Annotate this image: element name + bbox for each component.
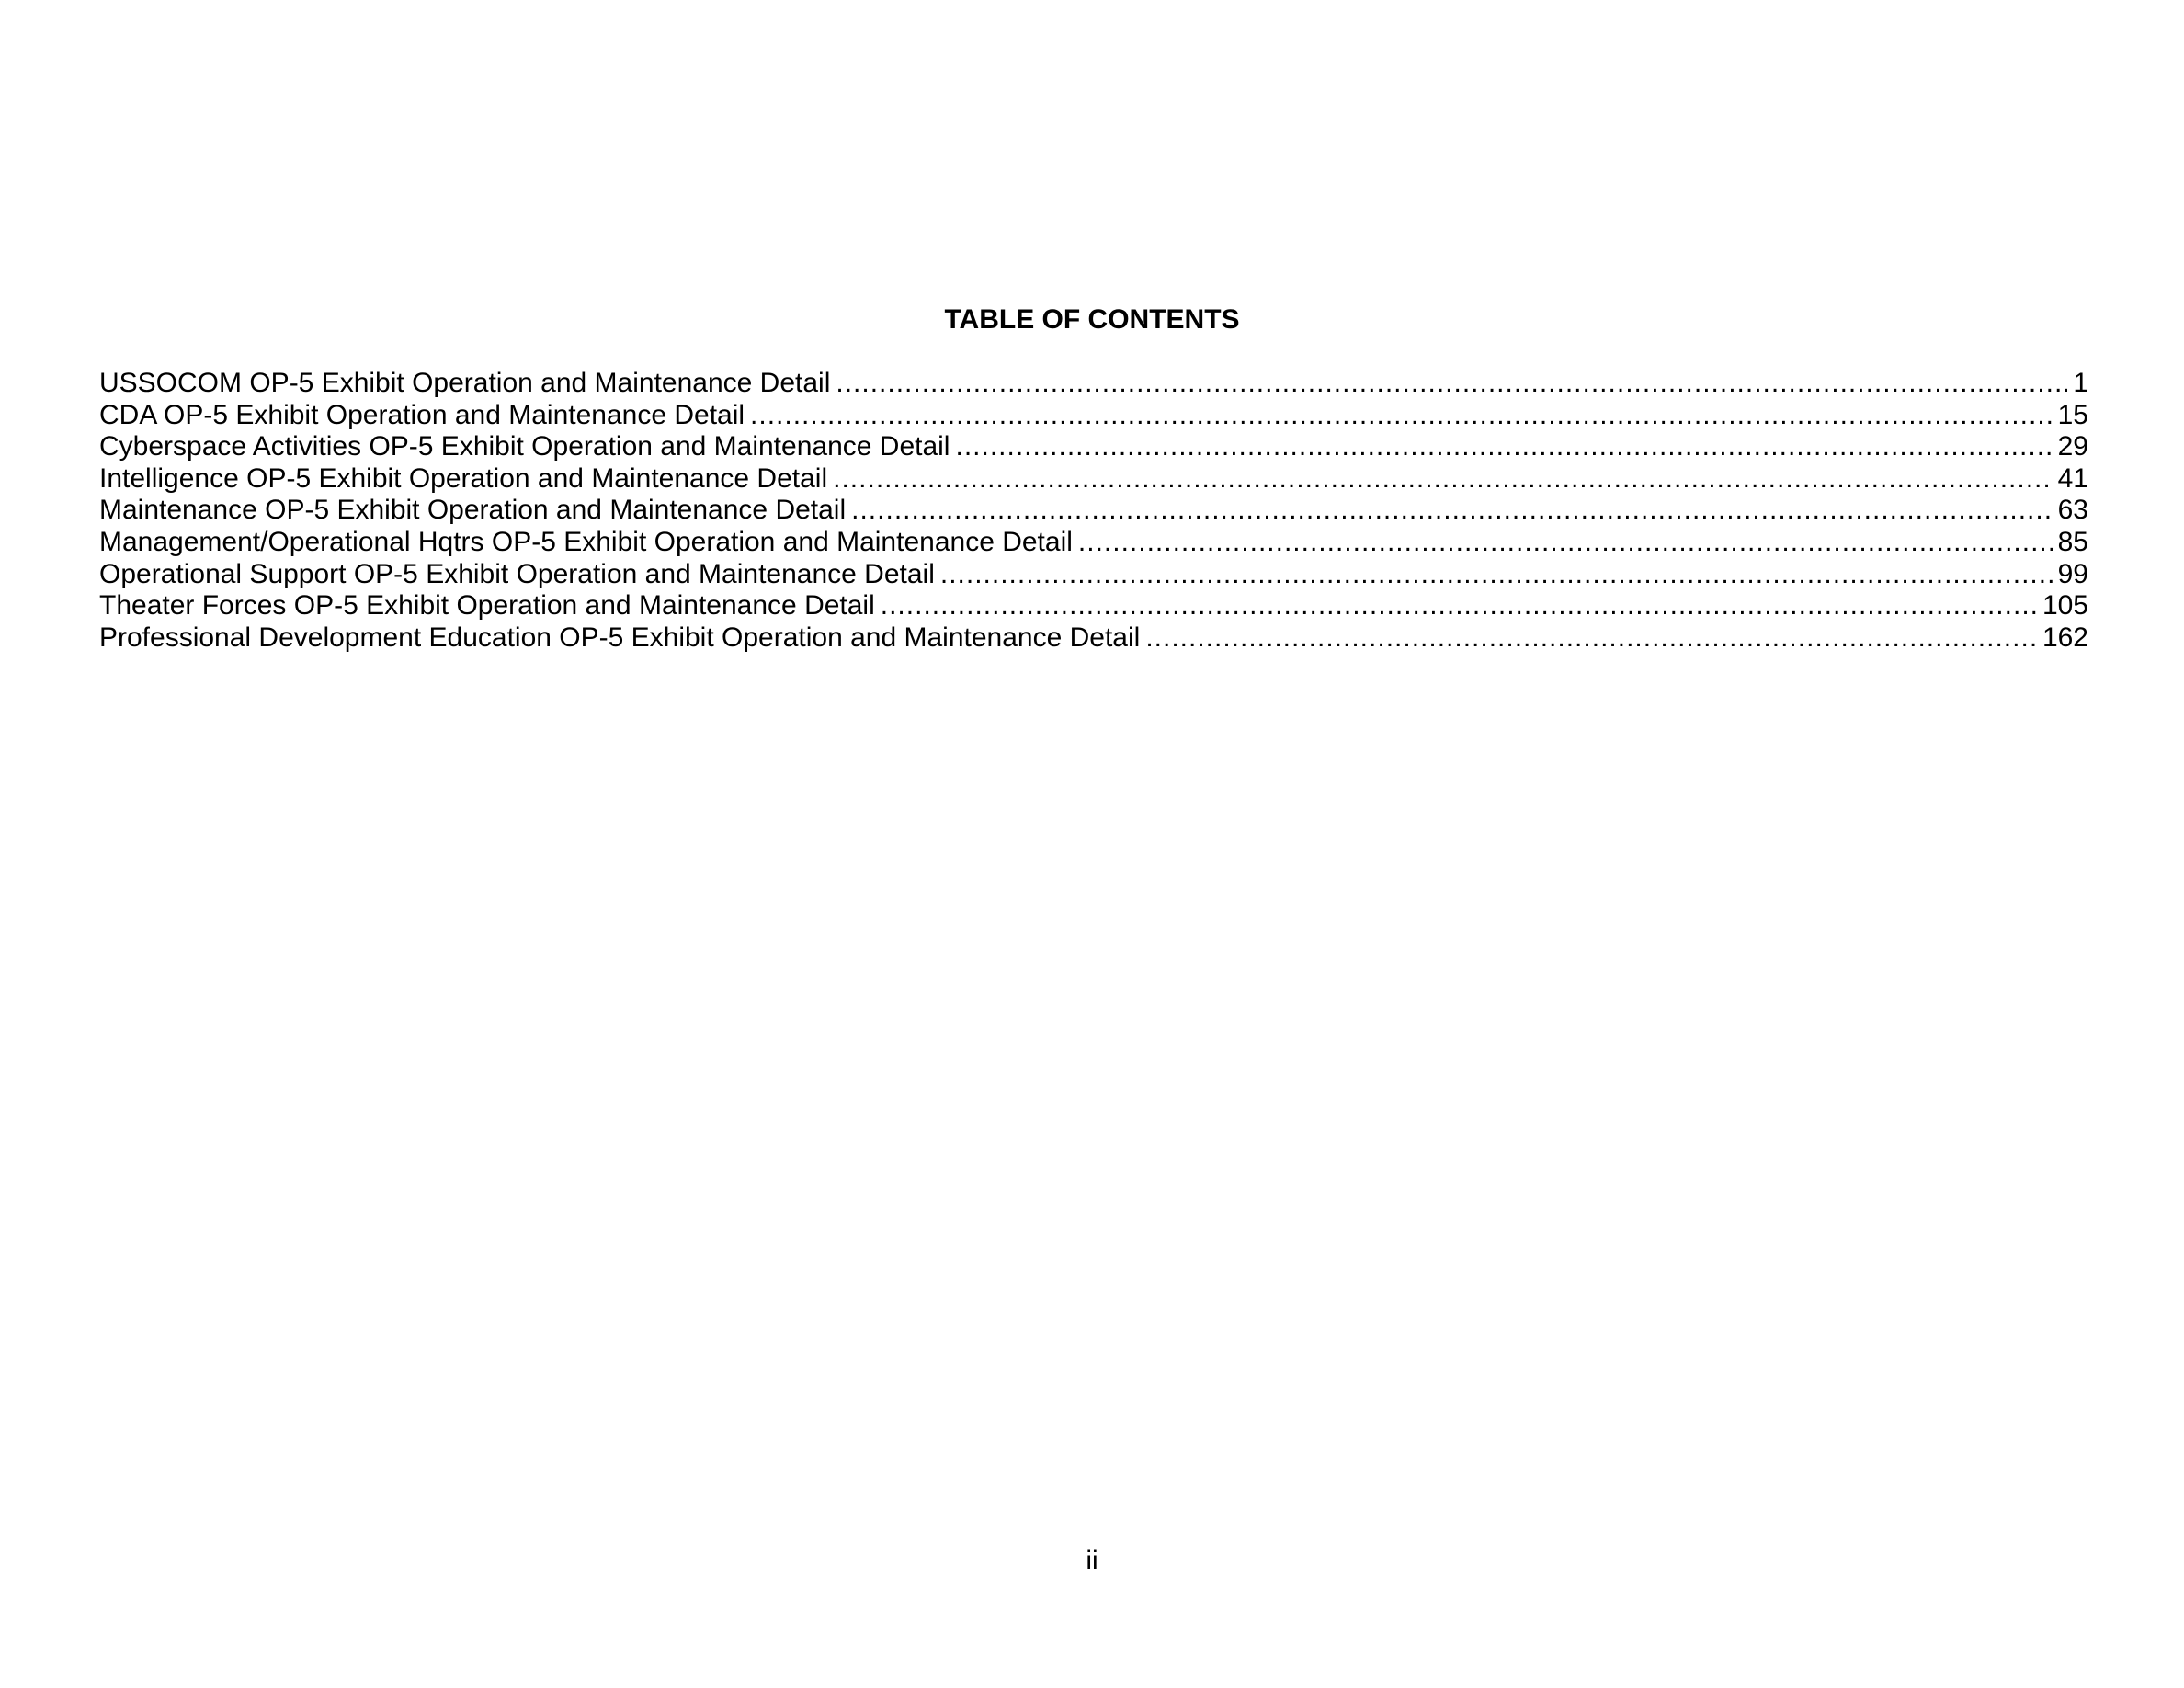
dot-leader (750, 400, 2053, 432)
toc-entry-title: CDA OP-5 Exhibit Operation and Maintenance Detail (99, 399, 745, 430)
dot-leader (881, 590, 2037, 622)
toc-entry-title: Management/Operational Hqtrs OP-5 Exhibit Operation and Maintenance Detail (99, 526, 1073, 557)
toc-entry[interactable] (99, 527, 2088, 559)
toc-entry-page: 1 (2073, 368, 2088, 398)
toc-list (99, 368, 2088, 654)
toc-entry[interactable] (99, 368, 2088, 400)
page-title: TABLE OF CONTENTS (944, 304, 1240, 335)
toc-entry-page: 41 (2057, 462, 2088, 494)
toc-entry-page: 63 (2057, 495, 2088, 526)
dot-leader (836, 368, 2067, 400)
toc-entry[interactable] (99, 559, 2088, 591)
dot-leader (851, 495, 2052, 527)
toc-entry-page: 15 (2057, 399, 2088, 430)
dot-leader (1145, 622, 2037, 655)
toc-entry-page: 85 (2057, 526, 2088, 557)
toc-entry[interactable] (99, 431, 2088, 463)
toc-entry-title: Theater Forces OP-5 Exhibit Operation and Maintenance Detail (99, 590, 875, 622)
dot-leader (1078, 527, 2053, 559)
toc-entry[interactable] (99, 622, 2088, 655)
dot-leader (833, 463, 2052, 496)
toc-entry-title: Cyberspace Activities OP-5 Exhibit Operation and Maintenance Detail (99, 431, 950, 462)
toc-entry[interactable] (99, 400, 2088, 432)
toc-entry-page: 99 (2057, 558, 2088, 589)
toc-entry-page: 29 (2057, 431, 2088, 462)
toc-entry[interactable] (99, 495, 2088, 527)
page-number: ii (1086, 1545, 1098, 1576)
toc-entry-page: 105 (2042, 590, 2088, 622)
toc-entry-title: Intelligence OP-5 Exhibit Operation and Maintenance Detail (99, 462, 828, 494)
toc-entry-title: Professional Development Education OP-5 Exhibit Operation and Maintenance Detail (99, 622, 1141, 653)
toc-entry[interactable] (99, 590, 2088, 622)
toc-entry-title: Maintenance OP-5 Exhibit Operation and Maintenance Detail (99, 495, 847, 526)
toc-entry-page: 162 (2042, 622, 2088, 653)
dot-leader (940, 559, 2053, 591)
toc-entry-title: Operational Support OP-5 Exhibit Operation and Maintenance Detail (99, 558, 935, 589)
dot-leader (955, 431, 2052, 463)
toc-entry[interactable] (99, 463, 2088, 496)
toc-entry-title: USSOCOM OP-5 Exhibit Operation and Maintenance Detail (99, 368, 831, 398)
